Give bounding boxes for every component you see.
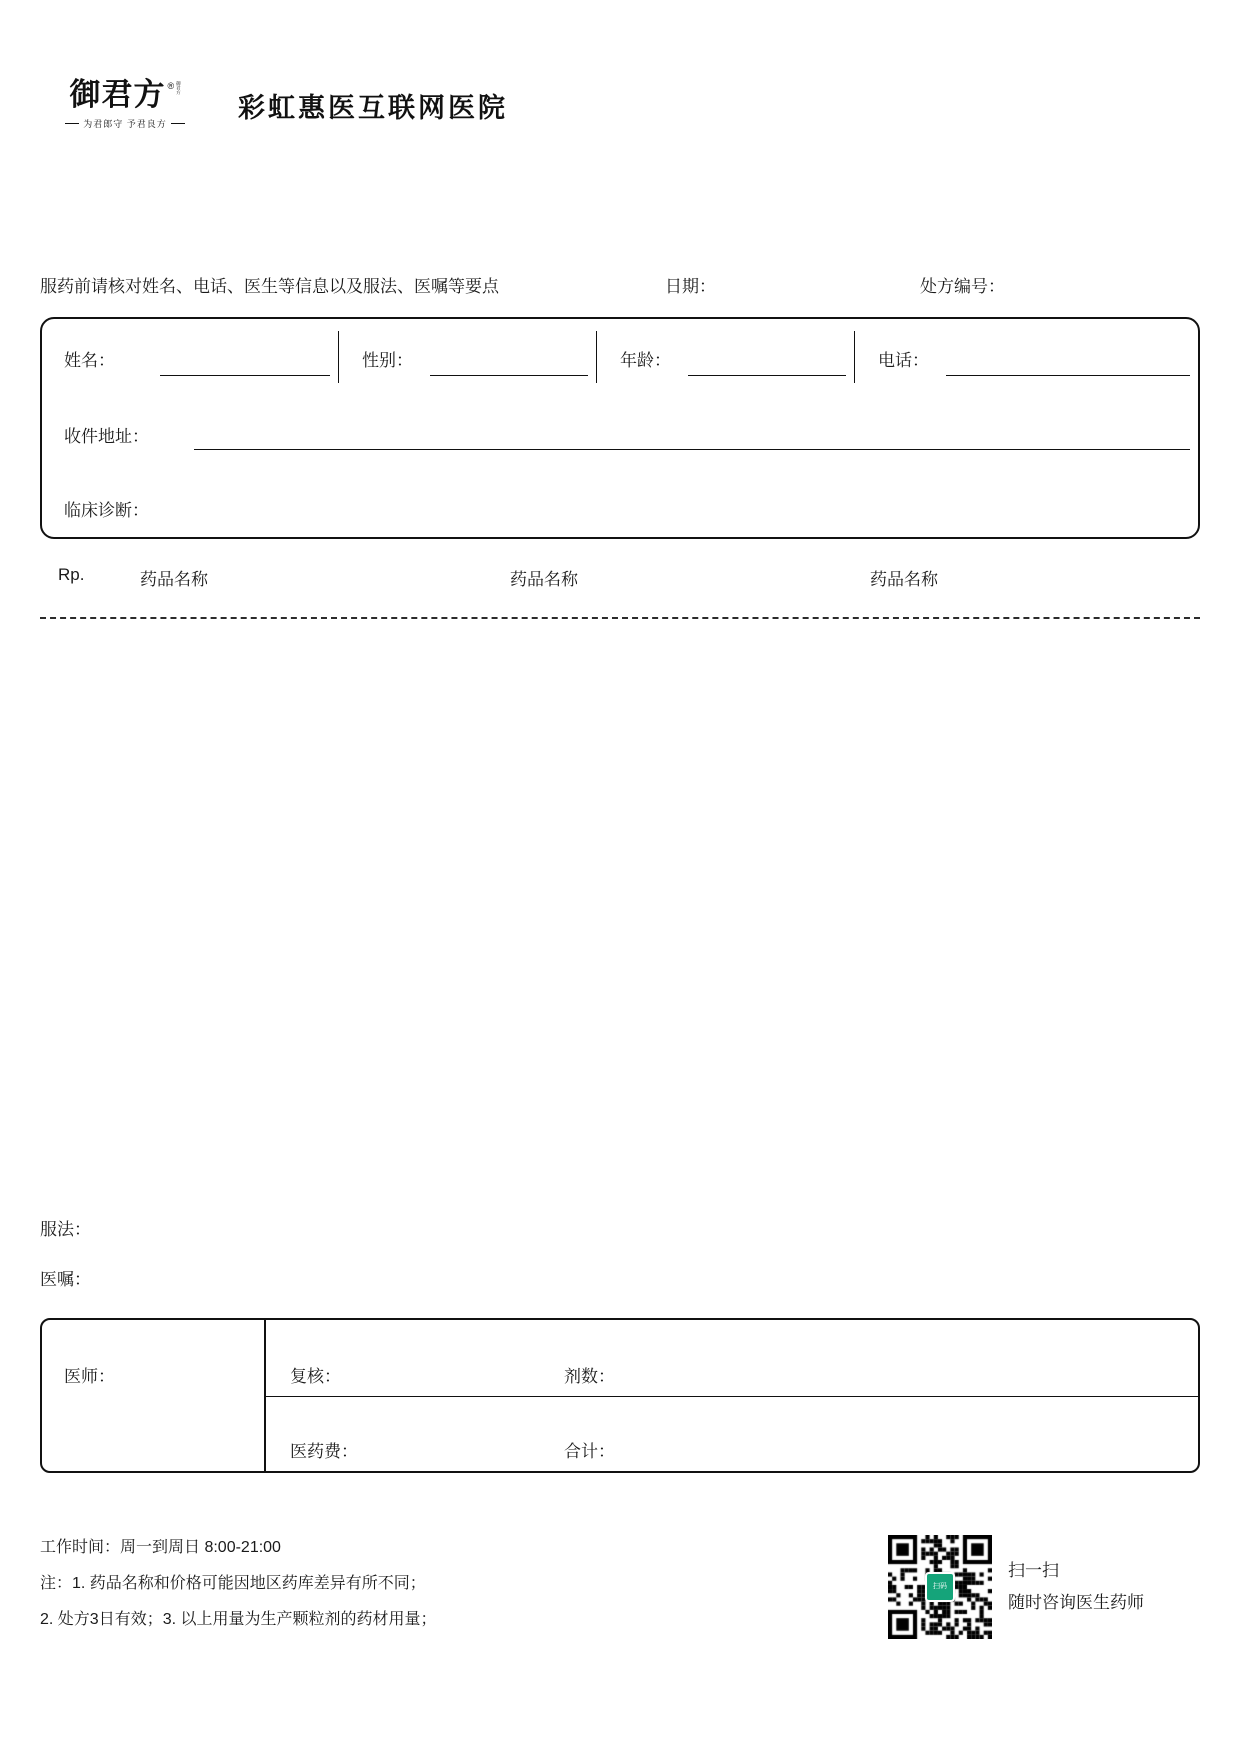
divider-age-phone [854, 331, 855, 383]
patient-phone-fill-line [946, 375, 1190, 376]
work-time-text: 工作时间：周一到周日 8:00-21:00 [40, 1539, 281, 1556]
qr-caption-line-1: 扫一扫 [1008, 1561, 1059, 1580]
patient-info-box [40, 317, 1200, 539]
doctor-advice-label: 医嘱： [40, 1270, 91, 1289]
registered-trademark-icon: ® [167, 81, 175, 91]
patient-address-label: 收件地址： [64, 426, 149, 446]
patient-gender-fill-line [430, 375, 588, 376]
prescription-number-label: 处方编号： [920, 277, 1005, 296]
qr-center-logo: 扫码 [925, 1572, 955, 1602]
patient-name-fill-line [160, 375, 330, 376]
hospital-name: 彩虹惠医互联网医院 [238, 92, 508, 124]
logo-side-text: 御君方 [175, 81, 181, 95]
footer-notes [40, 1530, 436, 1638]
date-label: 日期： [665, 277, 716, 296]
document-header [60, 77, 508, 130]
drug-name-column-1: 药品名称 [140, 570, 208, 589]
medicine-fee-label: 医药费： [290, 1442, 358, 1461]
qr-caption [1008, 1555, 1144, 1619]
logo-mark [60, 77, 190, 113]
patient-row-address [42, 397, 1198, 471]
qr-code-icon[interactable] [888, 1535, 992, 1639]
logo-text: 御君方 [69, 77, 166, 113]
usage-method-label: 服法： [40, 1220, 91, 1239]
divider-name-gender [338, 331, 339, 383]
qr-area [888, 1535, 1144, 1639]
patient-row-diagnosis [42, 471, 1198, 545]
recheck-label: 复核： [290, 1367, 341, 1386]
brand-logo [60, 77, 190, 130]
footer-note-line-1: 注：1. 药品名称和价格可能因地区药库差异有所不同； [40, 1575, 426, 1592]
signature-horizontal-divider [264, 1396, 1200, 1397]
qr-caption-line-2: 随时咨询医生药师 [1008, 1593, 1144, 1612]
logo-divider-right [171, 123, 185, 124]
logo-slogan: 为君郎守 予君良方 [83, 119, 167, 129]
notice-instruction: 服药前请核对姓名、电话、医生等信息以及服法、医嘱等要点 [40, 277, 499, 296]
patient-age-fill-line [688, 375, 846, 376]
footer-note-line-2: 2. 处方3日有效；3. 以上用量为生产颗粒剂的药材用量； [40, 1611, 437, 1628]
rp-header-row [40, 565, 1200, 595]
logo-divider [60, 117, 190, 130]
clinical-diagnosis-label: 临床诊断： [64, 500, 149, 520]
patient-gender-label: 性别： [362, 350, 413, 370]
doctor-signature-label: 医师： [64, 1367, 115, 1386]
patient-address-fill-line [194, 449, 1190, 450]
patient-phone-label: 电话： [878, 350, 929, 370]
logo-divider-left [65, 123, 79, 124]
total-amount-label: 合计： [564, 1442, 615, 1461]
drug-name-column-2: 药品名称 [510, 570, 578, 589]
divider-gender-age [596, 331, 597, 383]
signature-box [40, 1318, 1200, 1473]
rp-dashed-separator [40, 617, 1200, 619]
drug-name-column-3: 药品名称 [870, 570, 938, 589]
rp-label: Rp. [58, 565, 85, 584]
patient-row-basic [42, 319, 1198, 397]
patient-age-label: 年龄： [620, 350, 671, 370]
patient-name-label: 姓名： [64, 350, 115, 370]
dose-count-label: 剂数： [564, 1367, 615, 1386]
